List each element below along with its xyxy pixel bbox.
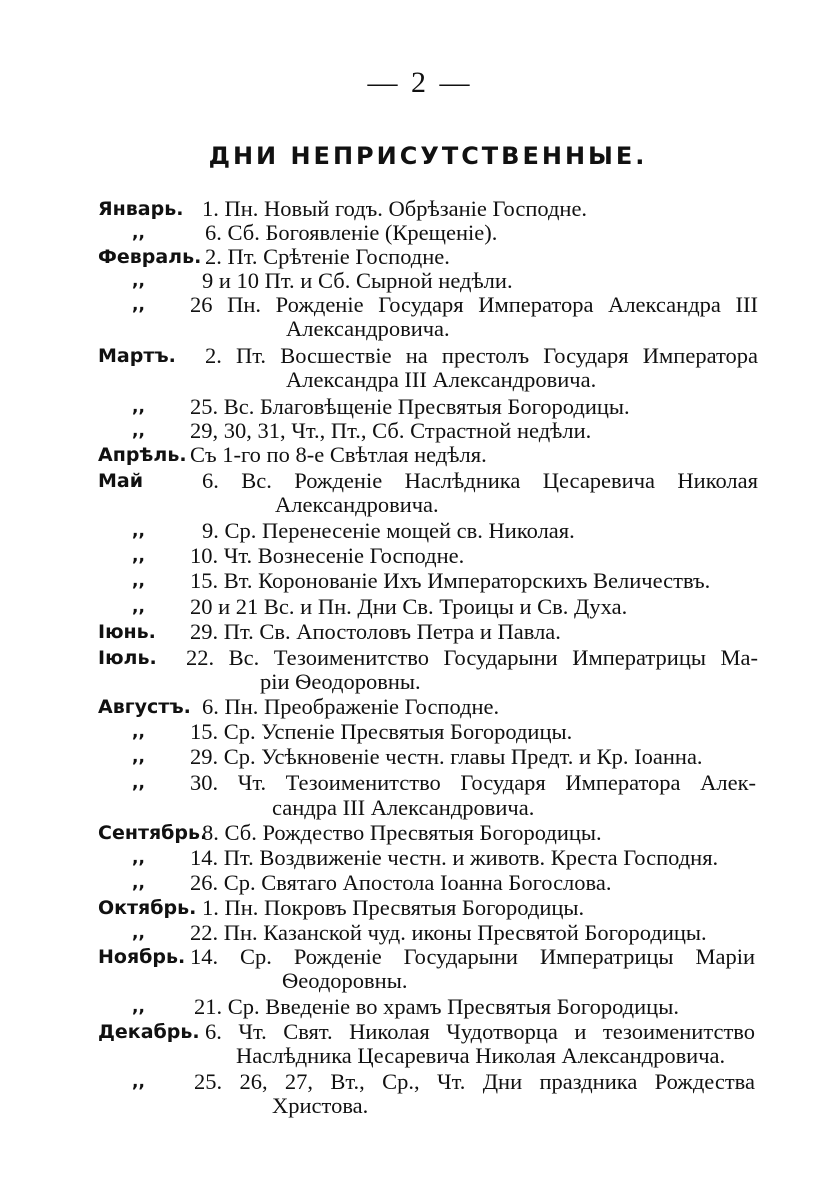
calendar-row (0, 870, 840, 896)
ditto-mark: ,, (132, 873, 145, 893)
entry-text: 25. 26, 27, Вт., Ср., Чт. Дни праздника Рождества (194, 1069, 755, 1094)
calendar-row (0, 1069, 840, 1095)
ditto-mark: ,, (132, 597, 145, 617)
entry-text: 10. Чт. Вознесеніе Господне. (190, 543, 465, 568)
ditto-mark: ,, (132, 722, 145, 742)
entry-text: Съ 1-го по 8-е Свѣтлая недѣля. (190, 442, 487, 467)
calendar-row (0, 196, 840, 222)
entry-continuation: сандра III Александровича. (272, 795, 535, 820)
calendar-row (0, 744, 840, 770)
month-label: Май (98, 470, 144, 492)
ditto-mark: ,, (132, 1072, 145, 1092)
calendar-row (0, 770, 840, 796)
month-label: Ноябрь. (98, 946, 186, 968)
entry-continuation: Христова. (272, 1093, 369, 1118)
ditto-mark: ,, (132, 773, 145, 793)
entry-text: 6. Пн. Преображеніе Господне. (202, 694, 500, 719)
entry-continuation: Наслѣдника Цесаревича Николая Александровича. (236, 1043, 726, 1068)
calendar-row (0, 719, 840, 745)
calendar-row (0, 518, 840, 544)
calendar-row (0, 543, 840, 569)
entry-text: 2. Пт. Восшествіе на престолъ Государя Императора (205, 343, 758, 368)
month-label: Октябрь. (98, 897, 197, 919)
entry-text: 15. Вт. Коронованіе Ихъ Императорскихъ Величествъ. (190, 568, 711, 593)
ditto-mark: ,, (132, 571, 145, 591)
calendar-row (0, 367, 840, 393)
entry-text: 29, 30, 31, Чт., Пт., Сб. Страстной недѣли. (190, 418, 592, 443)
ditto-mark: ,, (132, 295, 145, 315)
calendar-row (0, 568, 840, 594)
calendar-row (0, 669, 840, 695)
calendar-row (0, 645, 840, 671)
entry-text: 29. Пт. Св. Апостоловъ Петра и Павла. (190, 619, 561, 644)
ditto-mark: ,, (132, 271, 145, 291)
entry-text: 22. Вс. Тезоименитство Государыни Императрицы Ма- (186, 645, 758, 670)
month-label: Іюль. (98, 647, 157, 669)
entry-text: 15. Ср. Успеніе Пресвятыя Богородицы. (190, 719, 573, 744)
calendar-row (0, 619, 840, 645)
ditto-mark: ,, (132, 747, 145, 767)
entry-text: 6. Вс. Рожденіе Наслѣдника Цесаревича Николая (202, 468, 758, 493)
entry-text: 2. Пт. Срѣтеніе Господне. (205, 244, 450, 269)
ditto-mark: ,, (132, 923, 145, 943)
entry-text: 9. Ср. Перенесеніе мощей св. Николая. (202, 518, 575, 543)
entry-continuation: Александра III Александровича. (286, 367, 597, 392)
entry-text: 21. Ср. Введеніе во храмъ Пресвятыя Богородицы. (194, 994, 679, 1019)
entry-text: 1. Пн. Новый годъ. Обрѣзаніе Господне. (202, 196, 588, 221)
calendar-row (0, 795, 840, 821)
entry-text: 26 Пн. Рожденіе Государя Императора Александра III (190, 292, 758, 317)
month-label: Февраль. (98, 246, 202, 268)
calendar-row (0, 343, 840, 369)
calendar-row (0, 920, 840, 946)
month-label: Апрѣль. (98, 444, 187, 466)
entry-continuation: Александровича. (286, 316, 450, 341)
page-number: — 2 — (367, 66, 473, 99)
entry-text: 14. Ср. Рожденіе Государыни Императрицы Маріи (190, 944, 755, 969)
calendar-row (0, 292, 840, 318)
entry-text: 6. Чт. Свят. Николая Чудотворца и тезоименитство (205, 1019, 755, 1044)
month-label: Январь. (98, 198, 184, 220)
calendar-row (0, 1093, 840, 1119)
calendar-row (0, 220, 840, 246)
calendar-row (0, 316, 840, 342)
month-label: Августъ. (98, 696, 191, 718)
calendar-row (0, 442, 840, 468)
ditto-mark: ,, (132, 421, 145, 441)
entry-text: 1. Пн. Покровъ Пресвятыя Богородицы. (202, 895, 585, 920)
ditto-mark: ,, (132, 546, 145, 566)
ditto-mark: ,, (132, 397, 145, 417)
entry-text: 30. Чт. Тезоименитство Государя Императора Алек- (190, 770, 756, 795)
entry-continuation: Ѳеодоровны. (282, 968, 408, 993)
calendar-row (0, 994, 840, 1020)
calendar-row (0, 1019, 840, 1045)
entry-text: 26. Ср. Святаго Апостола Іоанна Богослова. (190, 870, 612, 895)
page-title: ДНИ НЕПРИСУТСТВЕННЫЕ. (208, 142, 648, 170)
entry-text: 29. Ср. Усѣкновеніе честн. главы Предт. и Кр. Іоанна. (190, 744, 703, 769)
calendar-row (0, 820, 840, 846)
entry-text: 9 и 10 Пт. и Сб. Сырной недѣли. (202, 268, 513, 293)
calendar-row (0, 694, 840, 720)
calendar-row (0, 845, 840, 871)
entry-continuation: ріи Ѳеодоровны. (260, 669, 421, 694)
entry-text: 6. Сб. Богоявленіе (Крещеніе). (205, 220, 498, 245)
calendar-row (0, 394, 840, 420)
entry-text: 25. Вс. Благовѣщеніе Пресвятыя Богородицы. (190, 394, 630, 419)
calendar-row (0, 968, 840, 994)
ditto-mark: ,, (132, 997, 145, 1017)
calendar-row (0, 268, 840, 294)
calendar-row (0, 244, 840, 270)
month-label: Іюнь. (98, 621, 156, 643)
entry-text: 22. Пн. Казанской чуд. иконы Пресвятой Богородицы. (190, 920, 707, 945)
calendar-row (0, 895, 840, 921)
month-label: Декабрь. (98, 1021, 200, 1043)
entry-text: 14. Пт. Воздвиженіе честн. и животв. Креста Господня. (190, 845, 719, 870)
ditto-mark: ,, (132, 223, 145, 243)
entry-continuation: Александровича. (275, 492, 439, 517)
calendar-row (0, 418, 840, 444)
calendar-row (0, 468, 840, 494)
calendar-row (0, 944, 840, 970)
ditto-mark: ,, (132, 848, 145, 868)
entry-text: 8. Сб. Рождество Пресвятыя Богородицы. (202, 820, 602, 845)
calendar-row (0, 594, 840, 620)
calendar-row (0, 492, 840, 518)
ditto-mark: ,, (132, 521, 145, 541)
calendar-row (0, 1043, 840, 1069)
entry-text: 20 и 21 Вс. и Пн. Дни Св. Троицы и Св. Духа. (190, 594, 628, 619)
month-label: Сентябрь. (98, 822, 208, 844)
month-label: Мартъ. (98, 345, 176, 367)
